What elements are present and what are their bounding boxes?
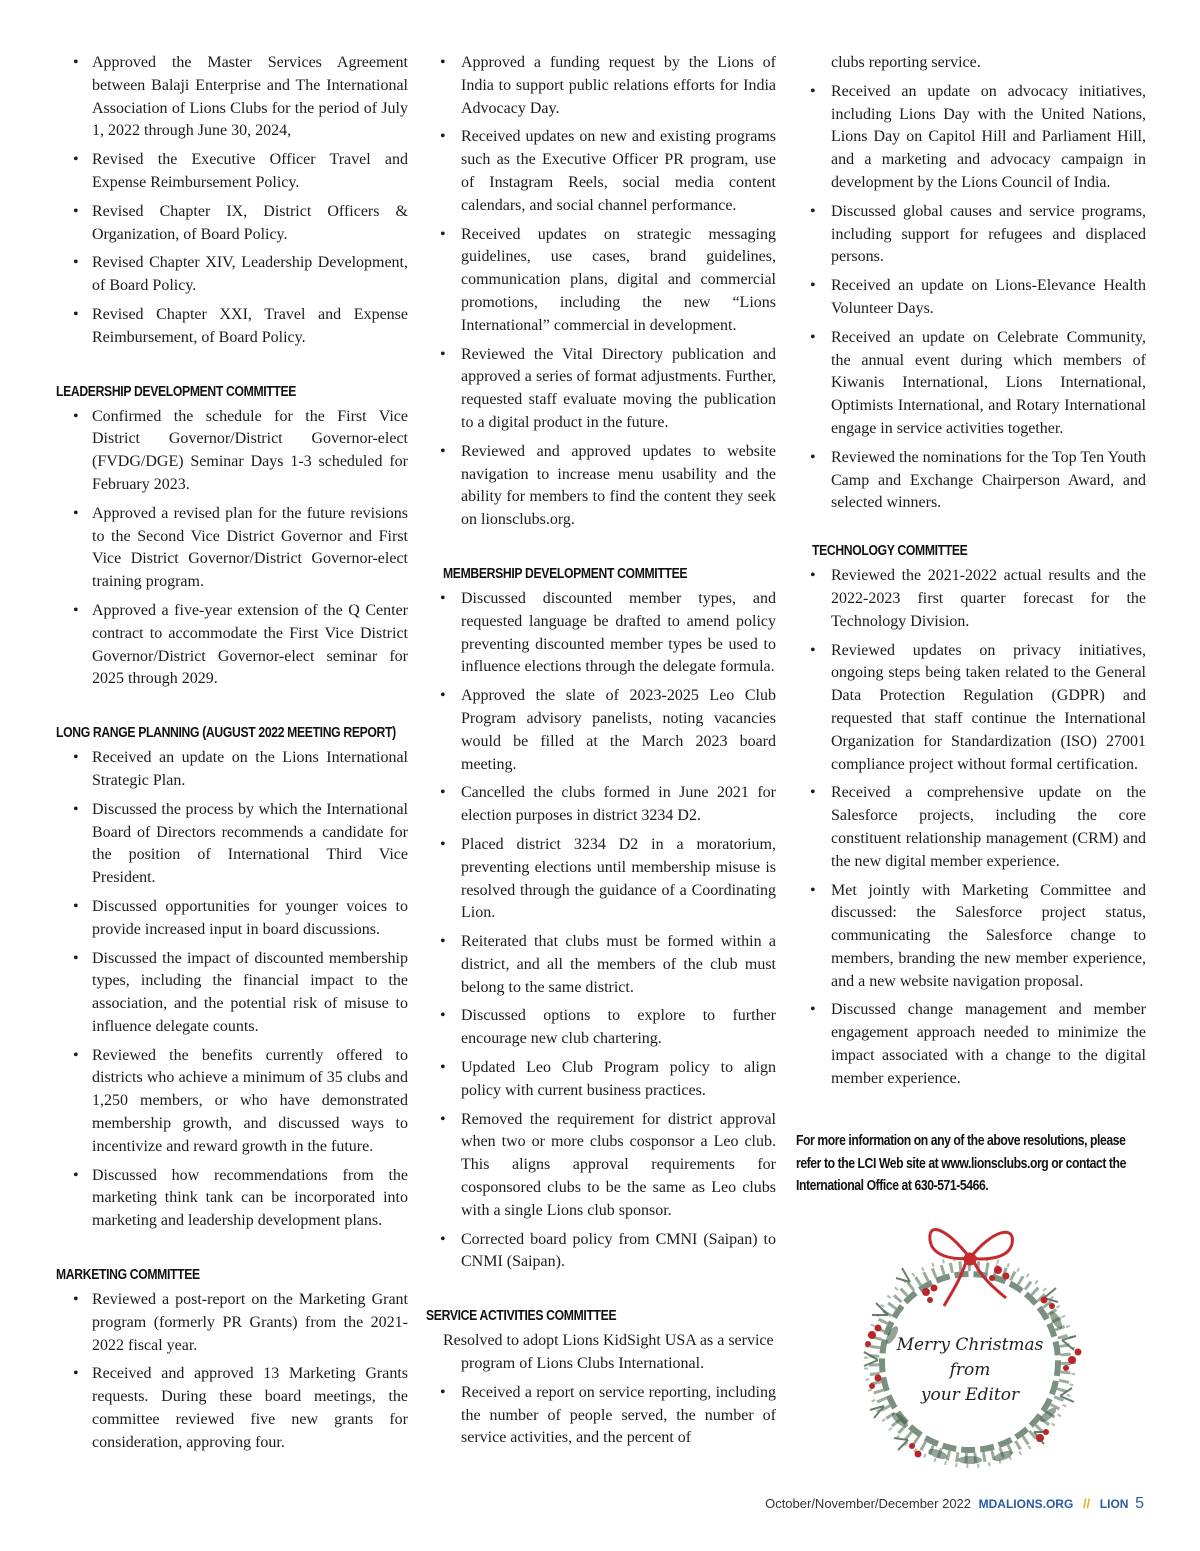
technology-heading: TECHNOLOGY COMMITTEE	[812, 543, 968, 560]
info-note	[796, 1130, 1151, 1198]
list-item: • Received a report on service reporting, including the number of people served, the number of service activities, and the percent of	[426, 1382, 776, 1450]
list-item: • Discussed global causes and service programs, including support for refugees and displaced persons.	[796, 201, 1146, 269]
greeting-line-1: Merry Christmas	[896, 1335, 1044, 1355]
list-item: • Discussed options to explore to further encourage new club chartering.	[426, 1005, 776, 1051]
list-item: • Reviewed the nominations for the Top Ten Youth Camp and Exchange Chairperson Award, and selected winners.	[796, 447, 1146, 515]
list-item: • Met jointly with Marketing Committee and discussed: the Salesforce project status, communicating the Salesforce change to members, branding the new member experience, and a new website navigation proposal.	[796, 880, 1146, 994]
list-item: • Received and approved 13 Marketing Grants requests. During these board meetings, the committee reviewed five new grants for consideration, approving four.	[56, 1363, 408, 1454]
list-item: • Revised Chapter XXI, Travel and Expense Reimbursement, of Board Policy.	[56, 304, 408, 350]
list-item: • Received an update on Celebrate Community, the annual event during which members of Kiwanis International, Lions International, Optimists International, and Rotary International engage in service activities together.	[796, 327, 1146, 441]
list-item: • Discussed change management and member engagement approach needed to minimize the impact associated with a change to the digital member experience.	[796, 999, 1146, 1090]
service-resolved-line2: program of Lions Clubs International.	[461, 1355, 705, 1373]
list-item: • Reiterated that clubs must be formed within a district, and all the members of the club must belong to the same district.	[426, 931, 776, 999]
membership-heading: MEMBERSHIP DEVELOPMENT COMMITTEE	[443, 565, 688, 582]
list-item: • Approved a revised plan for the future revisions to the Second Vice District Governor and First Vice District Governor/District Governor-elect training program.	[56, 503, 408, 594]
list-item: • Received updates on strategic messaging guidelines, use cases, brand guidelines, communication plans, digital and commercial promotions, including the new “Lions International” commercial in development.	[426, 224, 776, 338]
long-range-heading: LONG RANGE PLANNING (AUGUST 2022 MEETING REPORT)	[56, 725, 396, 742]
page-footer	[765, 1495, 1144, 1513]
list-item: • Reviewed and approved updates to website navigation to increase menu usability and the ability for members to find the content they seek on lionsclubs.org.	[426, 441, 776, 532]
board-policy-list	[56, 52, 408, 350]
list-item: • Revised Chapter XIV, Leadership Development, of Board Policy.	[56, 252, 408, 298]
info-line-3: International Office at 630-571-5466.	[796, 1178, 989, 1194]
membership-list	[426, 588, 776, 1274]
list-item: • Received an update on advocacy initiatives, including Lions Day with the United Nations, Lions Day on Capitol Hill and Parliament Hill, and a marketing and advocacy campaign in development by the Lions Council of India.	[796, 81, 1146, 195]
list-item: • Received an update on the Lions International Strategic Plan.	[56, 747, 408, 793]
service-resolved	[426, 1330, 776, 1376]
list-item: • Approved a five-year extension of the Q Center contract to accommodate the First Vice District Governor/District Governor-elect seminar for 2025 through 2029.	[56, 600, 408, 691]
service-cont-text: clubs reporting service.	[831, 54, 981, 71]
list-item: • Discussed the process by which the International Board of Directors recommends a candidate for the position of International Third Vice President.	[56, 799, 408, 890]
leadership-list	[56, 406, 408, 692]
column-1	[56, 52, 408, 1461]
footer-site-link[interactable]: MDALIONS.ORG	[978, 1497, 1074, 1511]
service-list	[426, 1382, 776, 1450]
list-item: • Discussed discounted member types, and requested language be drafted to amend policy preventing discounted member types be used to influence elections through the delegate formula.	[426, 588, 776, 679]
list-item: • Reviewed updates on privacy initiatives, ongoing steps being taken related to the General Data Protection Regulation (GDPR) and requested that staff continue the International Organization for Standardization (ISO) 27001 compliance project without formal certification.	[796, 640, 1146, 777]
list-item: • Approved a funding request by the Lions of India to support public relations efforts for India Advocacy Day.	[426, 52, 776, 120]
wreath-greeting	[896, 1335, 1044, 1405]
greeting-line-2: from	[949, 1360, 991, 1380]
christmas-wreath	[848, 1210, 1098, 1480]
list-item: • Cancelled the clubs formed in June 2021 for election purposes in district 3234 D2.	[426, 782, 776, 828]
footer-separator: //	[1082, 1496, 1091, 1511]
list-item: • Discussed opportunities for younger voices to provide increased input in board discussions.	[56, 896, 408, 942]
info-line-2: refer to the LCI Web site at www.lionsclubs.org or contact the	[796, 1155, 1126, 1172]
list-item: • Revised Chapter IX, District Officers & Organization, of Board Policy.	[56, 201, 408, 247]
page-number: 5	[1135, 1495, 1144, 1512]
list-item: • Reviewed a post-report on the Marketing Grant program (formerly PR Grants) from the 2021-2022 fiscal year.	[56, 1289, 408, 1357]
list-item: • Received updates on new and existing programs such as the Executive Officer PR program, use of Instagram Reels, social media content calendars, and social channel performance.	[426, 126, 776, 217]
list-item: • Received an update on Lions-Elevance Health Volunteer Days.	[796, 275, 1146, 321]
leadership-heading: LEADERSHIP DEVELOPMENT COMMITTEE	[56, 383, 297, 400]
long-range-list	[56, 747, 408, 1233]
list-item: • Reviewed the 2021-2022 actual results and the 2022-2023 first quarter forecast for the Technology Division.	[796, 565, 1146, 633]
footer-magazine: LION	[1099, 1497, 1129, 1511]
list-item: • Revised the Executive Officer Travel and Expense Reimbursement Policy.	[56, 149, 408, 195]
list-item: • Discussed how recommendations from the marketing think tank can be incorporated into marketing and leadership development plans.	[56, 1165, 408, 1233]
list-item: • Placed district 3234 D2 in a moratorium, preventing elections until membership misuse is resolved through the guidance of a Coordinating Lion.	[426, 834, 776, 925]
service-heading: SERVICE ACTIVITIES COMMITTEE	[426, 1308, 617, 1325]
service-cont-list	[796, 81, 1146, 515]
greeting-line-3: your Editor	[920, 1385, 1020, 1405]
list-item: • Removed the requirement for district approval when two or more clubs cosponsor a Leo club. This aligns approval requirements for cosponsored clubs to be the same as Leo clubs with a single Lions club sponsor.	[426, 1109, 776, 1223]
marketing-list	[56, 1289, 408, 1455]
column-2	[426, 52, 776, 1456]
marketing-cont-list	[426, 52, 776, 532]
list-item: • Corrected board policy from CMNI (Saipan) to CNMI (Saipan).	[426, 1229, 776, 1275]
list-item: • Updated Leo Club Program policy to align policy with current business practices.	[426, 1057, 776, 1103]
footer-date: October/November/December 2022	[765, 1496, 972, 1511]
list-item: • Discussed the impact of discounted membership types, including the financial impact to the association, and the potential risk of misuse to influence delegate counts.	[56, 948, 408, 1039]
list-item: • Approved the Master Services Agreement between Balaji Enterprise and The International Association of Lions Clubs for the period of July 1, 2022 through June 30, 2024,	[56, 52, 408, 143]
list-item: • Reviewed the Vital Directory publication and approved a series of format adjustments. Further, requested staff evaluate moving the publication to a digital product in the future.	[426, 344, 776, 435]
service-resolved-line1: Resolved to adopt Lions KidSight USA as a service	[443, 1332, 774, 1350]
column-3	[796, 52, 1146, 1097]
marketing-heading: MARKETING COMMITTEE	[56, 1267, 200, 1284]
wreath-illustration	[848, 1210, 1098, 1480]
info-line-1: For more information on any of the above resolutions, please	[796, 1133, 1126, 1149]
technology-list	[796, 565, 1146, 1091]
list-item: • Approved the slate of 2023-2025 Leo Club Program advisory panelists, noting vacancies would be filled at the March 2023 board meeting.	[426, 685, 776, 776]
list-item: • Confirmed the schedule for the First Vice District Governor/District Governor-elect (FVDG/DGE) Seminar Days 1-3 scheduled for February 2023.	[56, 406, 408, 497]
list-item: • Reviewed the benefits currently offered to districts who achieve a minimum of 35 clubs and 1,250 members, or who have demonstrated membership growth, and discussed ways to incentivize and reward growth in the future.	[56, 1045, 408, 1159]
list-item: • Received a comprehensive update on the Salesforce projects, including the core constituent relationship management (CRM) and the new digital member experience.	[796, 782, 1146, 873]
